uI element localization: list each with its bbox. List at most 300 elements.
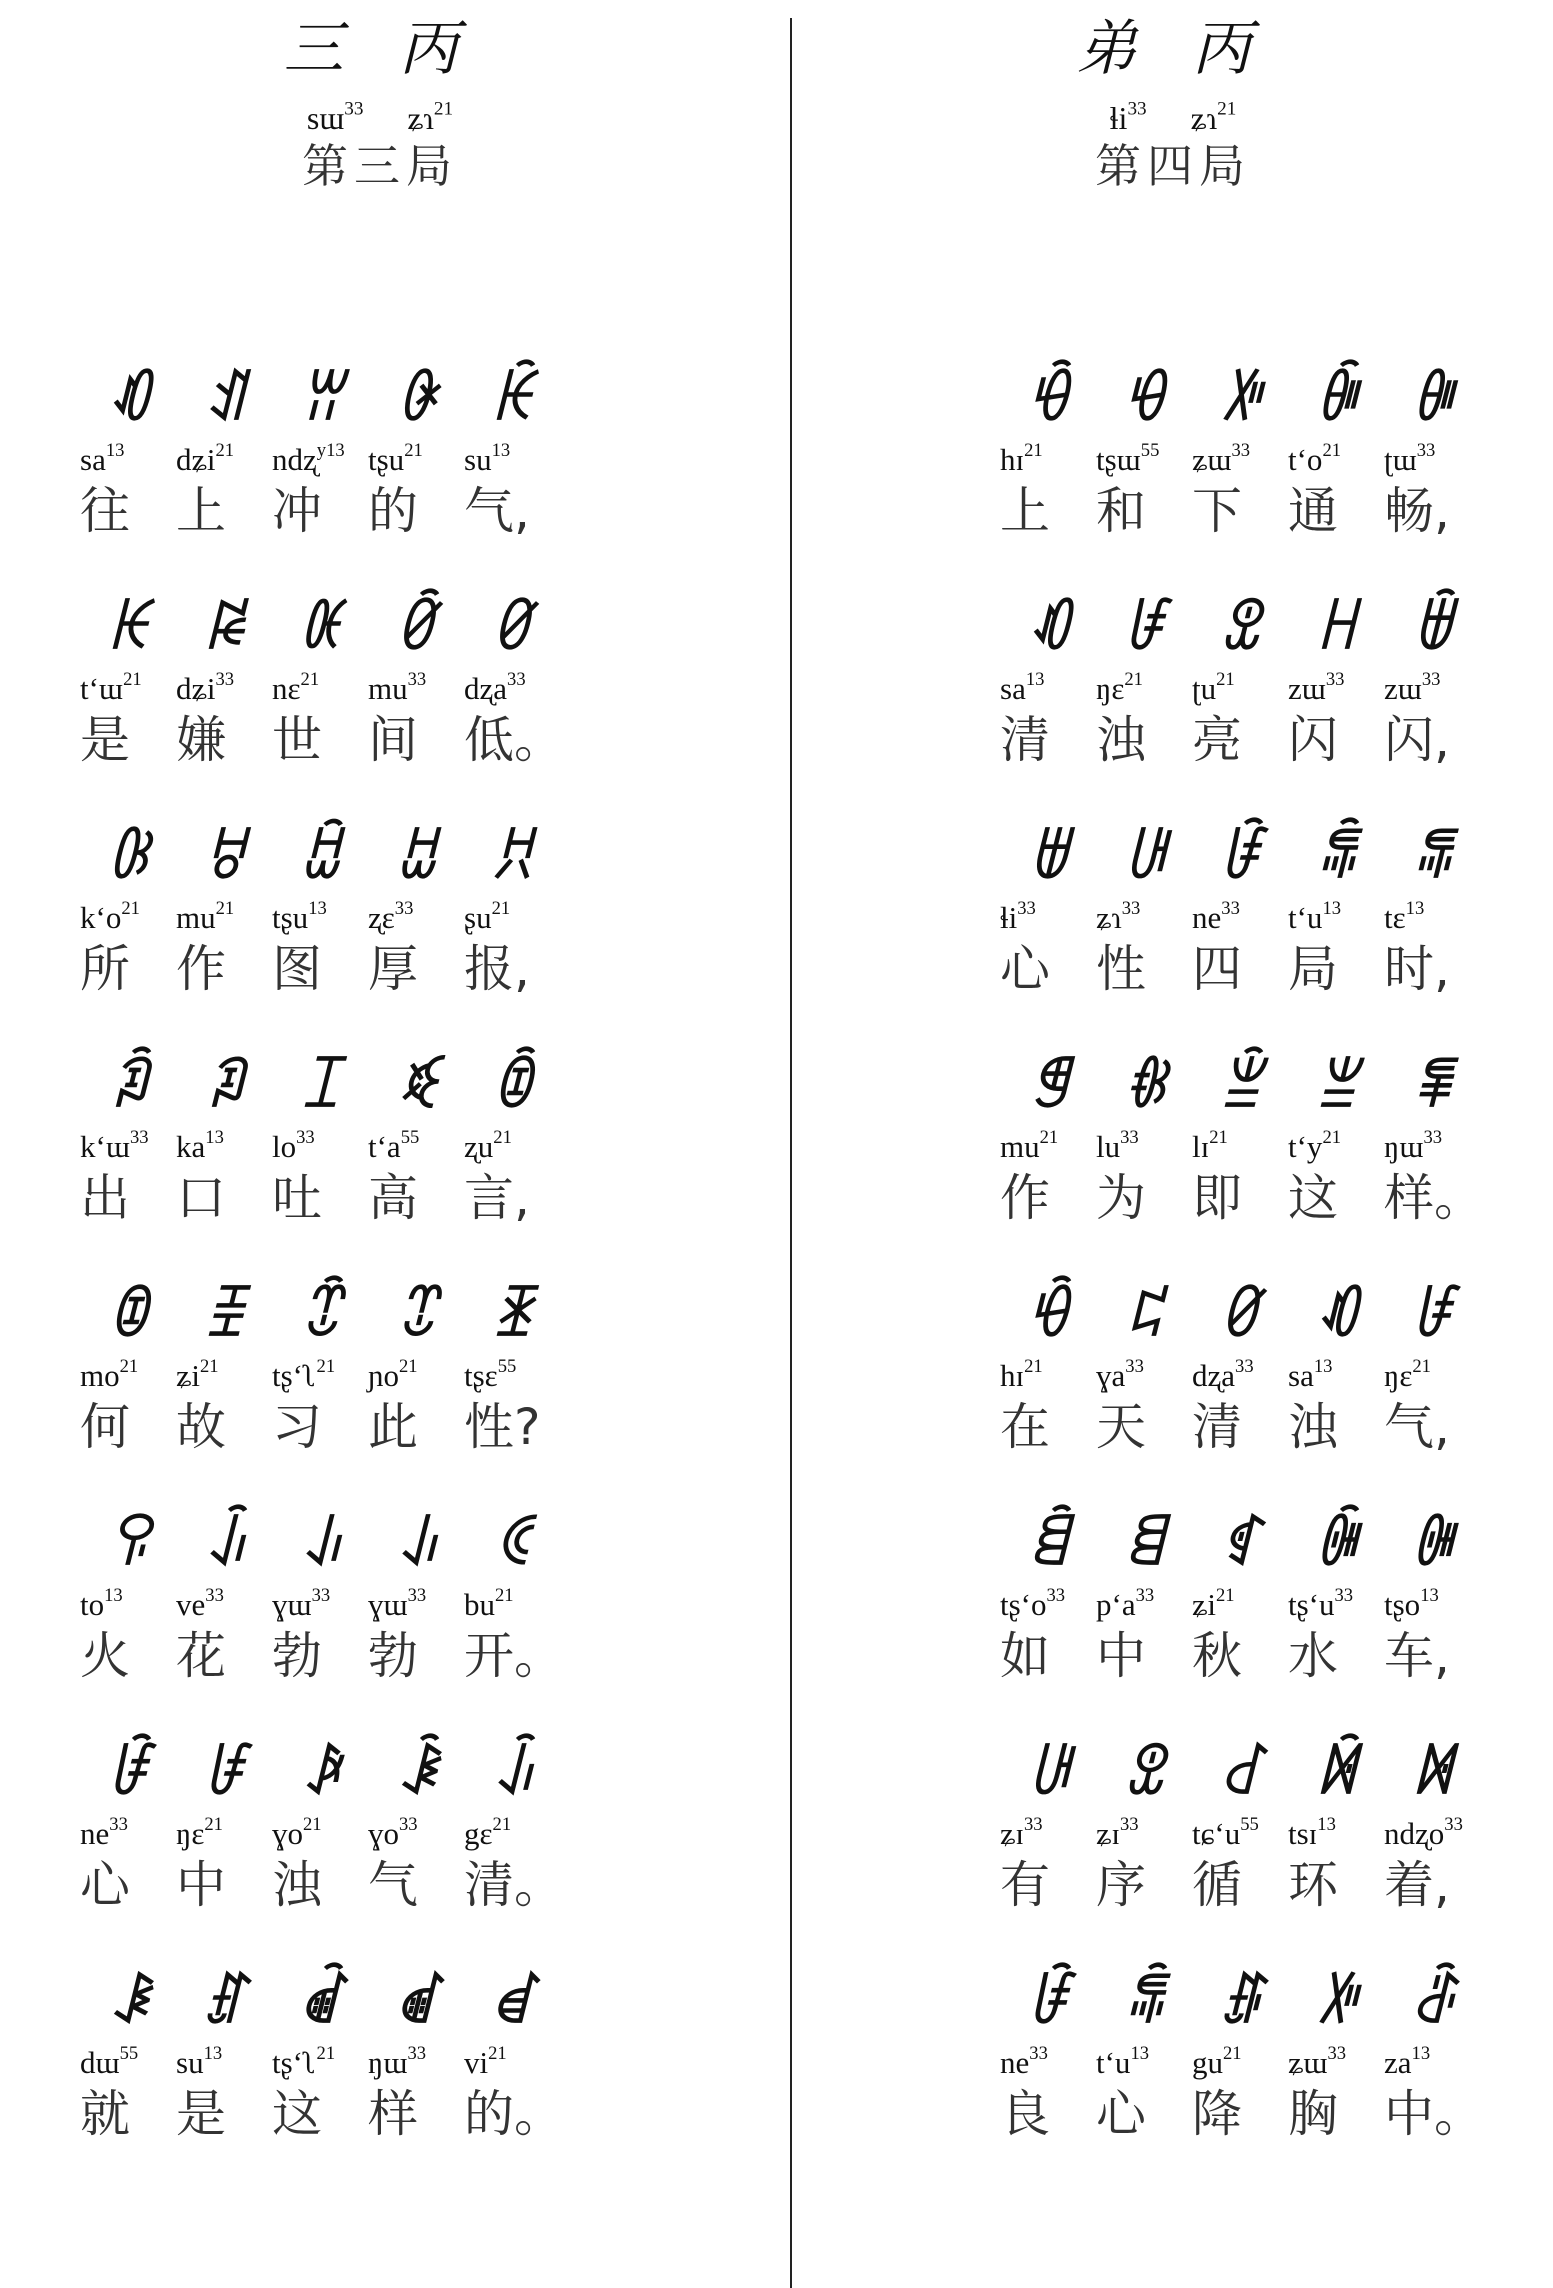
ipa-syllable: $t‘u^{13}$	[1288, 898, 1342, 935]
tone-number: 55	[400, 1127, 420, 1149]
chinese-character: 的	[464, 2085, 514, 2143]
tone-number: 21	[119, 1356, 139, 1378]
ipa-syllable: $ve^{33}$	[176, 1585, 224, 1622]
tone-number: 33	[1127, 98, 1147, 120]
yi-glyph: ꀧ	[106, 1283, 150, 1349]
ipa-syllable: ndʐo$^{33}$	[1384, 1814, 1463, 1851]
yi-glyph: ꀶ	[298, 1970, 342, 2036]
chinese-character: 言	[464, 1169, 514, 1227]
verse-line	[80, 1276, 720, 1496]
chinese-character: 和	[1096, 482, 1146, 540]
chinese-character: 四	[1192, 940, 1242, 998]
yi-glyph: ꀹ	[1026, 367, 1070, 433]
ipa-syllable: $tʂ‘u^{33}$	[1288, 1585, 1354, 1622]
punctuation: ,	[514, 1169, 530, 1227]
yi-script-line	[1000, 1276, 1480, 1356]
chinese-character: 降	[1192, 2085, 1242, 2143]
verse-line	[80, 589, 720, 809]
ipa-syllable: ʐɛ$^{33}$	[368, 898, 414, 935]
column-third-section	[0, 0, 760, 2288]
chinese-character: 间	[368, 711, 418, 769]
ipa-syllable: ʑɯ$^{33}$	[1288, 2043, 1347, 2080]
ipa-syllable: $k‘o^{21}$	[80, 898, 140, 935]
tone-number: 21	[316, 1356, 336, 1378]
ipa-syllable: $lu^{33}$	[1096, 1127, 1139, 1164]
punctuation: 。	[1434, 1169, 1484, 1227]
yi-glyph: ꀜ	[1218, 1283, 1262, 1349]
yi-script-line	[80, 818, 560, 898]
chinese-character: 中	[176, 1856, 226, 1914]
yi-glyph: ꀭ	[202, 1512, 246, 1578]
yi-glyph: ꀰ	[1218, 825, 1262, 891]
chinese-character: 这	[272, 2085, 322, 2143]
chinese-character: 所	[80, 940, 130, 998]
ipa-syllable: zɯ$^{33}$	[1288, 669, 1345, 706]
yi-script-line	[1000, 1047, 1480, 1127]
ipa-line	[80, 1356, 560, 1396]
tone-number: 33	[1119, 1814, 1139, 1836]
verse-line	[1000, 1963, 1553, 2183]
ipa-syllable: $su^{13}$	[176, 2043, 223, 2080]
tone-number: 33	[215, 669, 235, 691]
tone-number: y13	[316, 440, 345, 462]
chinese-character: 世	[272, 711, 322, 769]
yi-glyph: ꁃ	[1122, 1970, 1166, 2036]
yi-glyph: ꁉ	[1410, 1054, 1454, 1120]
chinese-translation-line	[1000, 2079, 1484, 2149]
yi-glyph: ꀮ	[298, 1512, 342, 1578]
chinese-character: 勃	[272, 1627, 322, 1685]
chinese-character: 故	[176, 1398, 226, 1456]
ipa-line	[80, 898, 560, 938]
verse-line	[80, 1505, 720, 1725]
tone-number: 33	[205, 1585, 224, 1607]
chinese-translation-line	[1000, 934, 1450, 1004]
chinese-character: 中	[1096, 1627, 1146, 1685]
tone-number: 33	[296, 1127, 315, 1149]
chinese-character: 报	[464, 940, 514, 998]
ipa-syllable: ʑɯ$^{33}$	[1192, 440, 1251, 477]
tone-number: 33	[1023, 1814, 1043, 1836]
chinese-character: 清	[1192, 1398, 1242, 1456]
yi-script-line	[1000, 589, 1480, 669]
chinese-character: 此	[368, 1398, 418, 1456]
chinese-character: 吐	[272, 1169, 322, 1227]
chinese-character: 浊	[1096, 711, 1146, 769]
ipa-syllable: tʂu$^{13}$	[272, 898, 327, 935]
tone-number: 21	[488, 2043, 507, 2065]
tone-number: 33	[1423, 1127, 1443, 1149]
tone-number: 21	[1024, 440, 1043, 462]
yi-glyph: ꁓ	[1218, 1970, 1262, 2036]
tone-number: 13	[105, 440, 125, 462]
tone-number: 13	[205, 1127, 224, 1149]
yi-glyph: ꀒ	[1314, 1283, 1358, 1349]
ipa-syllable: tʂo$^{13}$	[1384, 1585, 1439, 1622]
yi-glyph: ꀩ	[298, 1283, 342, 1349]
yi-glyph: ꀾ	[1122, 1741, 1166, 1807]
yi-glyph: ꀷ	[394, 1970, 438, 2036]
heading-yi-glyphs: 弟 丙	[1076, 14, 1270, 84]
chinese-translation-line	[80, 1850, 564, 1920]
yi-glyph: ꀽ	[1410, 367, 1454, 433]
chinese-character: 低	[464, 711, 514, 769]
tone-number: 55	[119, 2043, 139, 2065]
tone-number: 13	[1313, 1356, 1333, 1378]
tone-number: 33	[394, 898, 414, 920]
tone-number: 33	[1334, 1585, 1354, 1607]
yi-glyph: ꀱ	[1122, 596, 1166, 662]
column-fourth-section	[793, 0, 1553, 2288]
ipa-line	[1000, 898, 1480, 938]
punctuation: ,	[1434, 1627, 1450, 1685]
yi-glyph: ꁂ	[1122, 825, 1166, 891]
yi-script-line	[80, 1734, 560, 1814]
ipa-syllable: $lo^{33}$	[272, 1127, 315, 1164]
ipa-syllable: $sa^{13}$	[80, 440, 125, 477]
chinese-character: 往	[80, 482, 130, 540]
yi-script-line	[1000, 1734, 1480, 1814]
ipa-syllable: tʂɯ$^{55}$	[1096, 440, 1160, 477]
ipa-syllable: ŋɛ$^{21}$	[1096, 669, 1143, 706]
yi-glyph: ꀸ	[490, 1970, 534, 2036]
heading-chinese: 第四局	[1095, 139, 1251, 193]
tone-number: 13	[1411, 2043, 1431, 2065]
punctuation: ,	[1434, 1398, 1450, 1456]
chinese-character: 浊	[1288, 1398, 1338, 1456]
chinese-character: 嫌	[176, 711, 226, 769]
tone-number: 55	[497, 1356, 517, 1378]
yi-glyph: ꀳ	[394, 1741, 438, 1807]
ipa-line	[1000, 1356, 1480, 1396]
chinese-character: 就	[80, 2085, 130, 2143]
punctuation: ,	[514, 940, 530, 998]
tone-number: 33	[109, 1814, 128, 1836]
tone-number: 33	[507, 669, 526, 691]
yi-script-line	[1000, 360, 1480, 440]
chinese-character: 上	[176, 482, 226, 540]
chinese-character: 出	[80, 1169, 130, 1227]
ipa-line	[80, 2043, 560, 2083]
tone-number: 33	[344, 98, 364, 120]
chinese-character: 勃	[368, 1627, 418, 1685]
punctuation: ,	[1434, 940, 1450, 998]
ipa-syllable: $ne^{33}$	[80, 1814, 128, 1851]
chinese-character: 习	[272, 1398, 322, 1456]
ipa-line	[1000, 1585, 1480, 1625]
ipa-line	[1000, 669, 1480, 709]
punctuation: ,	[1434, 482, 1450, 540]
yi-glyph: ꁇ	[1218, 1054, 1262, 1120]
ipa-line	[80, 669, 560, 709]
yi-glyph: ꀣ	[202, 1054, 246, 1120]
tone-number: 13	[1322, 898, 1342, 920]
chinese-character: 性	[1096, 940, 1146, 998]
yi-glyph: ꀡ	[490, 825, 534, 891]
yi-glyph: ꀥ	[394, 1054, 438, 1120]
tone-number: 21	[215, 440, 235, 462]
column-divider	[790, 18, 792, 2288]
chinese-character: 为	[1096, 1169, 1146, 1227]
chinese-character: 图	[272, 940, 322, 998]
chinese-character: 作	[1000, 1169, 1050, 1227]
tone-number: 33	[1325, 669, 1345, 691]
chinese-character: 性	[464, 1398, 514, 1456]
chinese-character: 清	[464, 1856, 514, 1914]
yi-glyph: ꀚ	[298, 596, 342, 662]
ipa-syllable: $su^{13}$	[464, 440, 511, 477]
chinese-character: 时	[1384, 940, 1434, 998]
punctuation: ?	[514, 1398, 541, 1456]
yi-script-line	[80, 589, 560, 669]
ipa-syllable: tʂɛ$^{55}$	[464, 1356, 517, 1393]
chinese-character: 闪	[1384, 711, 1434, 769]
yi-script-line	[80, 1047, 560, 1127]
yi-script-line	[1000, 1963, 1480, 2043]
tone-number: 21	[1217, 98, 1237, 120]
tone-number: 33	[1416, 440, 1436, 462]
tone-number: 21	[300, 669, 320, 691]
yi-glyph: ꀰ	[1026, 1970, 1070, 2036]
chinese-character: 心	[80, 1856, 130, 1914]
yi-script-line	[80, 360, 560, 440]
tone-number: 21	[1322, 440, 1342, 462]
yi-glyph: ꀤ	[298, 1054, 342, 1120]
ipa-syllable: $tɕ‘u^{55}$	[1192, 1814, 1259, 1851]
yi-glyph: ꁅ	[1026, 1054, 1070, 1120]
ipa-syllable: dʑi$^{21}$	[176, 440, 235, 477]
yi-glyph: ꀕ	[298, 367, 342, 433]
chinese-character: 清	[1000, 711, 1050, 769]
tone-number: 13	[203, 2043, 223, 2065]
ipa-syllable: ndʐ$^{y13}$	[272, 440, 345, 477]
ipa-syllable: ʑi$^{21}$	[176, 1356, 219, 1393]
chinese-translation-line	[1000, 1621, 1450, 1691]
heading-romanization	[793, 98, 1553, 138]
yi-glyph: ꀭ	[490, 1741, 534, 1807]
chinese-translation-line	[1000, 1850, 1450, 1920]
chinese-character: 是	[176, 2085, 226, 2143]
ipa-syllable: $sa^{13}$	[1288, 1356, 1333, 1393]
ipa-line	[80, 1585, 560, 1625]
yi-glyph: ꀠ	[394, 825, 438, 891]
yi-glyph: ꀿ	[1314, 596, 1358, 662]
tone-number: 33	[1121, 898, 1141, 920]
chinese-character: 口	[176, 1169, 226, 1227]
chinese-translation-line	[1000, 476, 1450, 546]
tone-number: 21	[491, 898, 511, 920]
heading-chinese: 第三局	[302, 139, 458, 193]
tone-number: 21	[121, 898, 140, 920]
punctuation: ,	[1434, 1856, 1450, 1914]
chinese-character: 气	[464, 482, 514, 540]
chinese-character: 中	[1384, 2085, 1434, 2143]
yi-glyph: ꀻ	[1314, 1970, 1358, 2036]
yi-glyph: ꀞ	[202, 825, 246, 891]
tone-number: 13	[1405, 898, 1425, 920]
chinese-character: 如	[1000, 1627, 1050, 1685]
tone-number: 21	[1215, 1585, 1235, 1607]
ipa-syllable: $bu^{21}$	[464, 1585, 514, 1622]
tone-number: 33	[1017, 898, 1036, 920]
heading-romanization	[0, 98, 760, 138]
chinese-character: 样	[368, 2085, 418, 2143]
punctuation: 。	[514, 1627, 564, 1685]
yi-glyph: ꀝ	[106, 825, 150, 891]
ipa-syllable: dɯ$^{55}$	[80, 2043, 139, 2080]
ipa-syllable: ʑi$^{21}$	[1192, 1585, 1235, 1622]
yi-glyph: ꁃ	[1314, 825, 1358, 891]
chinese-character: 作	[176, 940, 226, 998]
ipa-syllable: zɯ$^{33}$	[1384, 669, 1441, 706]
verse-line	[1000, 360, 1553, 580]
verse-line	[1000, 1047, 1553, 1267]
tone-number: 21	[1039, 1127, 1059, 1149]
tone-number: 33	[1221, 898, 1240, 920]
chinese-character: 在	[1000, 1398, 1050, 1456]
verse-line	[80, 1963, 720, 2183]
ipa-syllable: ʈɯ$^{33}$	[1384, 440, 1436, 477]
ipa-syllable: hɪ$^{21}$	[1000, 1356, 1043, 1393]
tone-number: 21	[1024, 1356, 1043, 1378]
tone-number: 21	[215, 898, 235, 920]
chinese-character: 局	[1288, 940, 1338, 998]
yi-glyph: ꀾ	[1218, 596, 1262, 662]
ipa-line	[1000, 440, 1480, 480]
tone-number: 33	[311, 1585, 331, 1607]
yi-glyph: ꁋ	[1026, 1512, 1070, 1578]
ipa-syllable: ʑɿ$^{21}$	[407, 98, 454, 136]
tone-number: 33	[1046, 1585, 1066, 1607]
yi-glyph: ꀗ	[490, 367, 534, 433]
chinese-character: 胸	[1288, 2085, 1338, 2143]
chinese-character: 厚	[368, 940, 418, 998]
ipa-syllable: $p‘a^{33}$	[1096, 1585, 1155, 1622]
ipa-syllable: ɲo$^{21}$	[368, 1356, 418, 1393]
ipa-syllable: ŋɯ$^{33}$	[1384, 1127, 1443, 1164]
yi-glyph: ꁎ	[1314, 1512, 1358, 1578]
chinese-translation-line	[80, 476, 530, 546]
chinese-character: 序	[1096, 1856, 1146, 1914]
yi-glyph: ꀖ	[394, 367, 438, 433]
tone-number: 33	[1231, 440, 1251, 462]
tone-number: 33	[1135, 1585, 1155, 1607]
ipa-syllable: ʈu$^{21}$	[1192, 669, 1235, 706]
tone-number: 21	[493, 1127, 512, 1149]
ipa-syllable: $mo^{21}$	[80, 1356, 139, 1393]
tone-number: 21	[1322, 1127, 1342, 1149]
tone-number: 21	[316, 2043, 336, 2065]
ipa-syllable: tɛ$^{13}$	[1384, 898, 1425, 935]
ipa-syllable: ɣo$^{21}$	[272, 1814, 322, 1851]
chinese-character: 良	[1000, 2085, 1050, 2143]
chinese-character: 下	[1192, 482, 1242, 540]
yi-glyph: ꀢ	[106, 1054, 150, 1120]
ipa-syllable: $to^{13}$	[80, 1585, 123, 1622]
tone-number: 33	[1120, 1127, 1139, 1149]
yi-glyph: ꀜ	[490, 596, 534, 662]
ipa-line	[80, 1814, 560, 1854]
yi-glyph: ꀊ	[202, 367, 246, 433]
ipa-line	[1000, 2043, 1480, 2083]
yi-glyph: ꀵ	[202, 1970, 246, 2036]
yi-glyph: ꀬ	[106, 1512, 150, 1578]
yi-glyph: ꀒ	[1026, 596, 1070, 662]
ipa-syllable: tsɪ$^{13}$	[1288, 1814, 1336, 1851]
yi-glyph: ꀫ	[490, 1283, 534, 1349]
yi-glyph: ꀪ	[394, 1283, 438, 1349]
ipa-line	[80, 440, 560, 480]
ipa-syllable: $vi^{21}$	[464, 2043, 507, 2080]
tone-number: 13	[1317, 1814, 1336, 1836]
ipa-syllable: tʂ‘ʅ$^{21}$	[272, 2043, 336, 2080]
chinese-character: 高	[368, 1169, 418, 1227]
chinese-character: 有	[1000, 1856, 1050, 1914]
verse-line	[1000, 1505, 1553, 1725]
ipa-line	[80, 1127, 560, 1167]
yi-script-line	[1000, 818, 1480, 898]
ipa-syllable: $t‘o^{21}$	[1288, 440, 1342, 477]
ipa-syllable: ɬi$^{33}$	[1000, 898, 1036, 935]
yi-glyph: ꁁ	[1026, 825, 1070, 891]
chinese-translation-line	[80, 934, 530, 1004]
chinese-character: 循	[1192, 1856, 1242, 1914]
tone-number: 33	[1327, 2043, 1347, 2065]
chinese-character: 冲	[272, 482, 322, 540]
ipa-syllable: $ka^{13}$	[176, 1127, 224, 1164]
ipa-syllable: ɣɯ$^{33}$	[368, 1585, 427, 1622]
ipa-syllable: gɛ$^{21}$	[464, 1814, 512, 1851]
tone-number: 33	[407, 2043, 427, 2065]
tone-number: 21	[399, 1356, 418, 1378]
tone-number: 13	[1130, 2043, 1150, 2065]
ipa-syllable: ŋɛ$^{21}$	[1384, 1356, 1431, 1393]
yi-glyph: ꁑ	[1314, 1741, 1358, 1807]
ipa-syllable: $za^{13}$	[1384, 2043, 1431, 2080]
ipa-syllable: ɬi$^{33}$	[1109, 98, 1147, 136]
ipa-syllable: ʑɪ$^{33}$	[1000, 1814, 1043, 1851]
chinese-translation-line	[80, 705, 564, 775]
section-heading	[0, 0, 760, 230]
chinese-character: 的	[368, 482, 418, 540]
punctuation: ,	[514, 482, 530, 540]
ipa-syllable: $t‘u^{13}$	[1096, 2043, 1150, 2080]
yi-glyph: ꁏ	[1410, 1512, 1454, 1578]
yi-glyph: ꁍ	[1218, 1512, 1262, 1578]
tone-number: 33	[407, 669, 427, 691]
punctuation: ,	[1434, 711, 1450, 769]
chinese-character: 水	[1288, 1627, 1338, 1685]
ipa-syllable: ŋɯ$^{33}$	[368, 2043, 427, 2080]
punctuation: 。	[514, 1856, 564, 1914]
chinese-translation-line	[80, 1163, 530, 1233]
yi-glyph: ꁆ	[1122, 1054, 1166, 1120]
chinese-translation-line	[1000, 1392, 1450, 1462]
ipa-syllable: ʑɿ$^{21}$	[1190, 98, 1237, 136]
yi-script-line	[80, 1505, 560, 1585]
chinese-character: 气	[368, 1856, 418, 1914]
chinese-character: 是	[80, 711, 130, 769]
punctuation: 。	[514, 711, 564, 769]
chinese-translation-line	[80, 1392, 541, 1462]
ipa-syllable: $t‘a^{55}$	[368, 1127, 420, 1164]
ipa-syllable: ʐu$^{21}$	[464, 1127, 512, 1164]
chinese-character: 心	[1096, 2085, 1146, 2143]
ipa-syllable: lɪ$^{21}$	[1192, 1127, 1228, 1164]
chinese-character: 这	[1288, 1169, 1338, 1227]
yi-glyph: ꀴ	[106, 1970, 150, 2036]
chinese-character: 何	[80, 1398, 130, 1456]
